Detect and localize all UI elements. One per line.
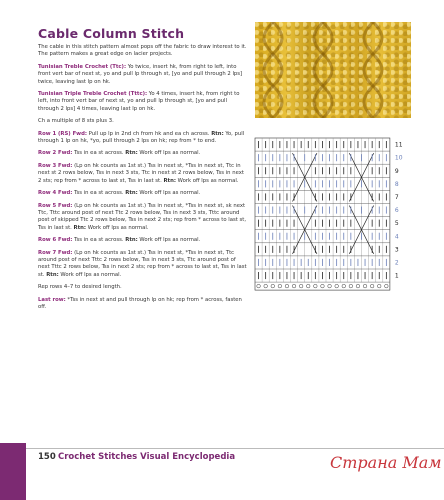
multiple-note: Ch a multiple of 8 sts plus 3.	[38, 118, 114, 125]
row-text: Pull up lp in 2nd ch from hk and ea ch across.	[87, 130, 212, 137]
row-text: (Lp on hk counts as 1st st.) Tss in next st, *Tss in next st, Ttc in next st 2 rows below, Tss in next 3 sts, Ttc in next st 2 rows below, Tss in next 2 sts; rep from * across to last st, Tss in last st.	[38, 162, 244, 184]
row-label: Row 6 Fwd:	[38, 237, 73, 244]
term-ttc-text: Yo twice, insert hk, from right to left, into front vert bar of next st, yo and pull lp through st, [yo and pull through 2 lps] twice, leaving last lp on hk.	[38, 63, 243, 85]
row-label: Row 7 Fwd:	[38, 249, 73, 256]
page-number: 150	[38, 452, 56, 462]
term-tttc-text: Yo 4 times, insert hk, from right to left, into front vert bar of next st, yo and pull lp through st, [yo and pull through 2 lps] 4 times, leaving last lp on hk.	[38, 91, 240, 112]
rtn-label: Rtn:	[125, 190, 138, 197]
chart-row-number: 5	[394, 220, 399, 228]
term-ttc	[38, 64, 248, 86]
stitch-photo	[255, 22, 411, 118]
rtn-text: Work off lps as normal.	[137, 190, 201, 197]
row-text: *Tss in next st and pull through lp on hk; rep from * across, fasten off.	[38, 296, 242, 310]
rtn-label: Rtn:	[211, 130, 224, 137]
book-title: Crochet Stitches Visual Encyclopedia	[58, 452, 236, 462]
row-label: Row 1 (RS) Fwd:	[38, 130, 87, 137]
instructions-column	[38, 44, 248, 316]
row-label: Row 4 Fwd:	[38, 190, 73, 197]
chart-row-number: 9	[394, 167, 399, 175]
row-label: Row 5 Fwd:	[38, 202, 73, 209]
rtn-text: Work off lps as normal.	[86, 224, 149, 231]
rtn-label: Rtn:	[125, 150, 138, 157]
repeat-note: Rep rows 4–7 to desired length.	[38, 284, 122, 291]
rtn-text: Work off lps as normal.	[137, 150, 201, 157]
row-label: Row 2 Fwd:	[38, 150, 73, 157]
chart-row-number: 6	[394, 207, 399, 215]
row-label: Row 3 Fwd:	[38, 162, 73, 169]
intro-paragraph: The cable in this stitch pattern almost pops off the fabric to draw interest to it. The pattern makes a great edge on lacier projects.	[38, 44, 247, 58]
chart-row-number: 4	[394, 233, 399, 241]
row-text: (Lp on hk counts as 1st st.) Tss in next st, *Tss in next st, Ttc around post of next Tttc 2 rows below, Tss in next 3 sts, Ttc around post of next Tttc 2 rows below, Tss in next 2 sts; rep from * across to last st, Tss in last st.	[38, 249, 247, 278]
chart-row-number: 10	[394, 154, 403, 162]
chart-row-number: 8	[394, 180, 399, 188]
footer-divider	[0, 448, 444, 449]
watermark: Страна Мам	[330, 453, 442, 472]
row-text: Tss in ea st across.	[72, 237, 126, 244]
rtn-text: Work off lps as normal.	[58, 271, 122, 278]
term-tttc-label: Tunisian Triple Treble Crochet (Tttc):	[38, 91, 148, 98]
rtn-label: Rtn:	[46, 271, 59, 278]
rtn-text: Yo, pull through 1 lp on hk, *yo, pull through 2 lps on hk; rep from * to end.	[38, 130, 245, 145]
row-7	[38, 250, 248, 280]
chart-row-number: 7	[394, 193, 399, 201]
row-label: Last row:	[38, 296, 66, 303]
rtn-label: Rtn:	[163, 177, 176, 184]
row-text: (Lp on hk counts as 1st st.) Tss in next st, *Tss in next st, sk next Ttc, Tttc around post of next Ttc 2 rows below, Tss in next 3 sts, Tttc around post of skipped Ttc 2 rows below, Tss in next 2 sts; rep from * across to last st, Tss in last st.	[38, 202, 247, 231]
footer-tab	[0, 443, 26, 500]
row-text: Tss in ea st across.	[72, 190, 126, 197]
row-text: Tss in ea st across.	[72, 150, 126, 157]
row-3	[38, 163, 248, 185]
row-2	[38, 150, 248, 157]
stitch-chart-svg	[253, 136, 413, 306]
rtn-label: Rtn:	[125, 237, 138, 244]
row-4	[38, 190, 248, 197]
row-5	[38, 203, 248, 233]
term-tttc	[38, 91, 248, 113]
rtn-text: Work off lps as normal.	[137, 237, 201, 244]
term-ttc-label: Tunisian Treble Crochet (Ttc):	[38, 63, 127, 70]
chart-row-number: 3	[394, 246, 399, 254]
chart-row-number: 1	[394, 272, 399, 280]
rtn-label: Rtn:	[73, 224, 87, 231]
cable-texture	[255, 22, 411, 118]
page-title: Cable Column Stitch	[38, 26, 185, 41]
last-row	[38, 297, 248, 312]
rtn-text: Work off lps as normal.	[175, 177, 239, 184]
chart-row-number: 2	[394, 259, 399, 267]
row-1	[38, 131, 248, 146]
stitch-chart	[253, 136, 413, 310]
chart-row-number: 11	[394, 141, 403, 149]
row-6	[38, 237, 248, 244]
